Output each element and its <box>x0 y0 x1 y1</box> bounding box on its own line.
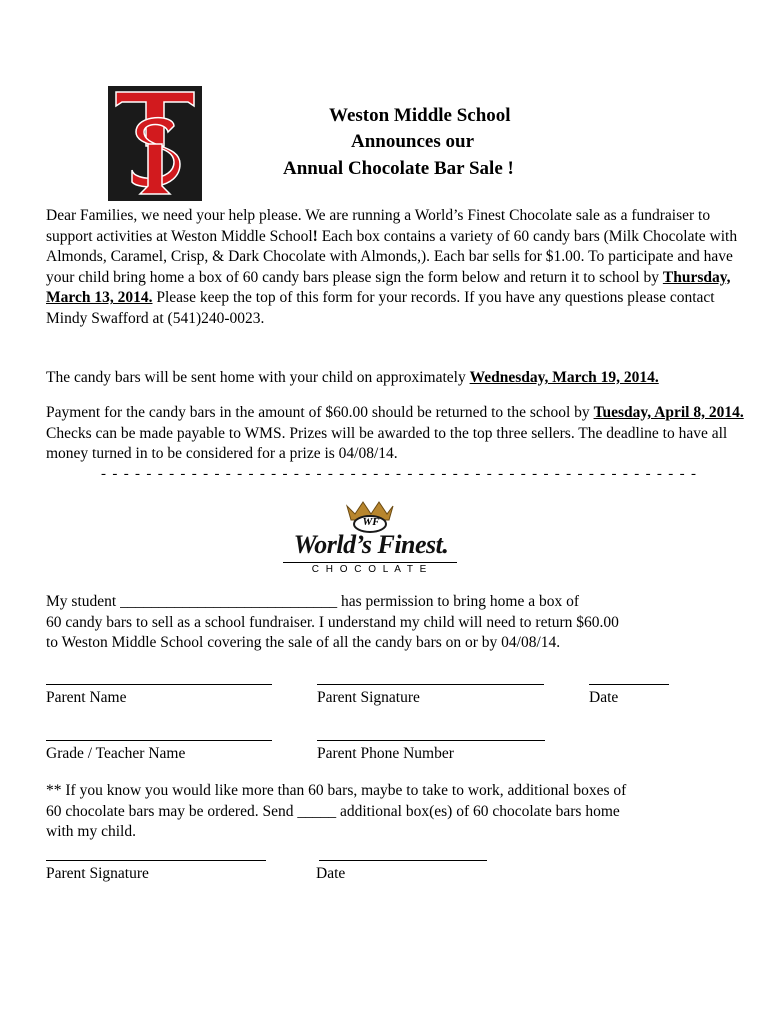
brand-subtitle: C H O C O L A T E <box>311 564 429 575</box>
grade-teacher-label: Grade / Teacher Name <box>46 745 186 762</box>
permission-line-3: to Weston Middle School covering the sale of all the candy bars on or by 04/08/14. <box>46 634 561 652</box>
additional-line-2 <box>46 802 761 823</box>
additional-boxes-blank[interactable]: _____ <box>297 802 337 820</box>
brand-monogram: WF <box>362 516 380 528</box>
title-line-3: Annual Chocolate Bar Sale ! <box>283 158 514 179</box>
school-logo <box>108 86 202 201</box>
intro-part-2: Each box contains a variety of 60 candy bars (Milk Chocolate with Almonds, Caramel, Crisp, & Dark Chocolate with Almonds,). Each bar sells for $1.00. To participate and have your child bring home a box of 60 candy bars please sign the form below and return it to school by <box>46 227 738 286</box>
grade-teacher-line[interactable] <box>46 740 272 741</box>
parent-phone-label: Parent Phone Number <box>317 745 454 762</box>
permission-line-1 <box>46 592 761 613</box>
permission-line-1b: has permission to bring home a box of <box>337 593 580 610</box>
cut-line-separator: - - - - - - - - - - - - - - - - - - - - - - - - - - - - - - - - - - - - - - - - - - - - - - - - - - - - - <box>101 466 698 482</box>
date-label: Date <box>589 689 619 706</box>
permission-line-1a: My student <box>46 593 121 610</box>
delivery-date: Wednesday, March 19, 2014. <box>469 369 659 386</box>
payment-paragraph <box>46 403 751 465</box>
intro-paragraph <box>46 206 748 330</box>
additional-line-2a: 60 chocolate bars may be ordered. Send <box>46 802 298 820</box>
ts-monogram-icon <box>108 86 202 201</box>
additional-line-2b: additional box(es) of 60 chocolate bars home <box>336 802 620 820</box>
permission-paragraph <box>46 592 761 654</box>
title-line-2: Announces our <box>351 131 474 152</box>
delivery-text: The candy bars will be sent home with your child on approximately <box>46 369 470 386</box>
payment-text-1: Payment for the candy bars in the amount of $60.00 should be returned to the school by <box>46 404 594 421</box>
final-parent-signature-line[interactable] <box>46 860 266 861</box>
additional-line-1: ** If you know you would like more than 60 bars, maybe to take to work, additional boxes of <box>46 782 627 799</box>
student-name-blank[interactable]: ____________________________ <box>120 593 338 610</box>
brand-underline <box>283 562 457 563</box>
final-parent-signature-label: Parent Signature <box>46 865 149 882</box>
additional-line-3: with my child. <box>46 823 136 841</box>
parent-name-label: Parent Name <box>46 689 127 706</box>
intro-exclamation: ! <box>312 227 318 245</box>
parent-signature-label: Parent Signature <box>317 689 420 706</box>
intro-part-3: Please keep the top of this form for your records. If you have any questions please contact Mindy Swafford at (541)240-0023. <box>46 289 715 327</box>
return-deadline: Thursday, March 13, 2014. <box>46 268 731 307</box>
additional-boxes-paragraph <box>46 781 761 843</box>
final-date-line[interactable] <box>319 860 487 861</box>
worlds-finest-logo <box>277 494 461 578</box>
date-line[interactable] <box>589 684 669 685</box>
permission-line-2: 60 candy bars to sell as a school fundraiser. I understand my child will need to return $60.00 <box>46 613 619 631</box>
intro-part-1: Dear Families, we need your help please. We are running a World’s Finest Chocolate sale as a fundraiser to support activities at Weston Middle School <box>46 207 711 245</box>
parent-name-line[interactable] <box>46 684 272 685</box>
payment-date: Tuesday, April 8, 2014. <box>593 404 744 421</box>
payment-text-2: Checks can be made payable to WMS. Prizes will be awarded to the top three sellers. The deadline to have all money turned in to be considered for a prize is 04/08/14. <box>46 424 728 463</box>
parent-phone-line[interactable] <box>317 740 545 741</box>
parent-signature-line[interactable] <box>317 684 544 685</box>
delivery-paragraph <box>46 368 761 389</box>
title-line-1: Weston Middle School <box>329 105 511 126</box>
brand-name: World’s Finest. <box>293 530 449 559</box>
final-date-label: Date <box>316 865 346 882</box>
